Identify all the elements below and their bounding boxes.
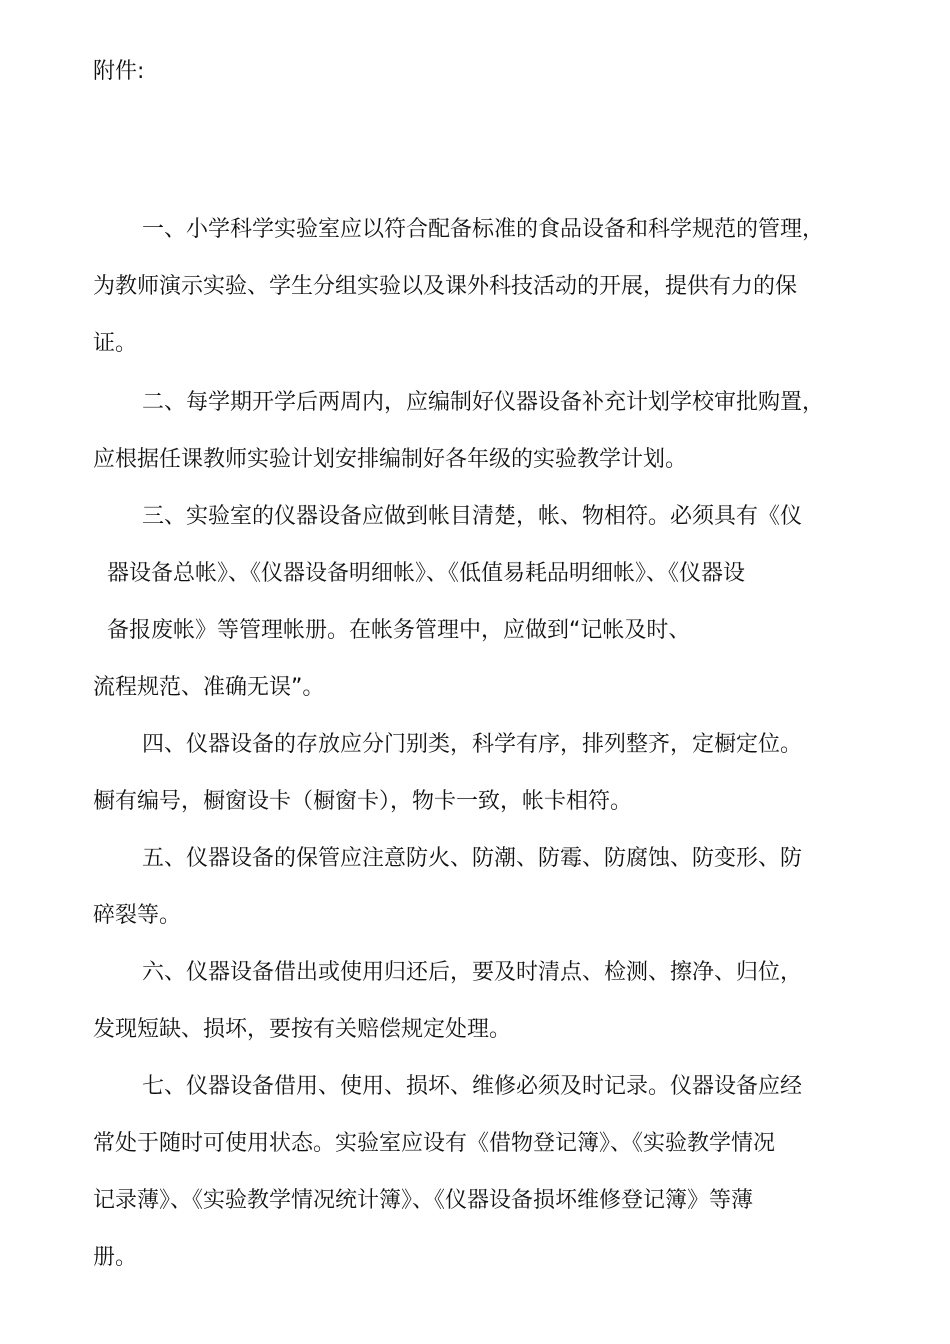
paragraph-7-line-1: 七、仪器设备借用、使用、损坏、维修必须及时记录。仪器设备应经 (142, 1074, 803, 1099)
paragraph-3-line-2: 器设备总帐》、《仪器设备明细帐》、《低值易耗品明细帐》、《仪器设 (107, 561, 746, 586)
paragraph-1-line-1: 一、小学科学实验室应以符合配备标准的食品设备和科学规范的管理， (142, 217, 825, 242)
attachment-heading: 附件: (93, 59, 145, 84)
paragraph-2-line-1: 二、每学期开学后两周内，应编制好仪器设备补充计划学校审批购置， (142, 390, 825, 415)
paragraph-6-line-2: 发现短缺、损坏，要按有关赔偿规定处理。 (93, 1017, 512, 1042)
paragraph-3-line-4: 流程规范、准确无误”。 (93, 675, 325, 700)
paragraph-7-line-4: 册。 (93, 1245, 138, 1270)
paragraph-7-line-2: 常处于随时可使用状态。实验室应设有《借物登记簿》、《实验教学情况 (93, 1131, 776, 1156)
paragraph-5-line-2: 碎裂等。 (93, 903, 182, 928)
paragraph-3-line-1: 三、实验室的仪器设备应做到帐目清楚，帐、物相符。必须具有《仪 (142, 504, 803, 529)
paragraph-1-line-3: 证。 (93, 331, 138, 356)
paragraph-2-line-2: 应根据任课教师实验计划安排编制好各年级的实验教学计划。 (93, 447, 688, 472)
paragraph-7-line-3: 记录薄》、《实验教学情况统计簿》、《仪器设备损坏维修登记簿》等薄 (93, 1188, 754, 1213)
paragraph-6-line-1: 六、仪器设备借出或使用归还后，要及时清点、检测、擦净、归位， (142, 960, 803, 985)
paragraph-3-line-3: 备报废帐》等管理帐册。在帐务管理中，应做到“记帐及时、 (107, 618, 691, 643)
paragraph-5-line-1: 五、仪器设备的保管应注意防火、防潮、防霉、防腐蚀、防变形、防 (142, 846, 803, 871)
paragraph-1-line-2: 为教师演示实验、学生分组实验以及课外科技活动的开展，提供有力的保 (93, 274, 798, 299)
paragraph-4-line-1: 四、仪器设备的存放应分门别类，科学有序，排列整齐，定橱定位。 (142, 732, 803, 757)
paragraph-4-line-2: 橱有编号，橱窗设卡（橱窗卡），物卡一致，帐卡相符。 (93, 789, 633, 814)
